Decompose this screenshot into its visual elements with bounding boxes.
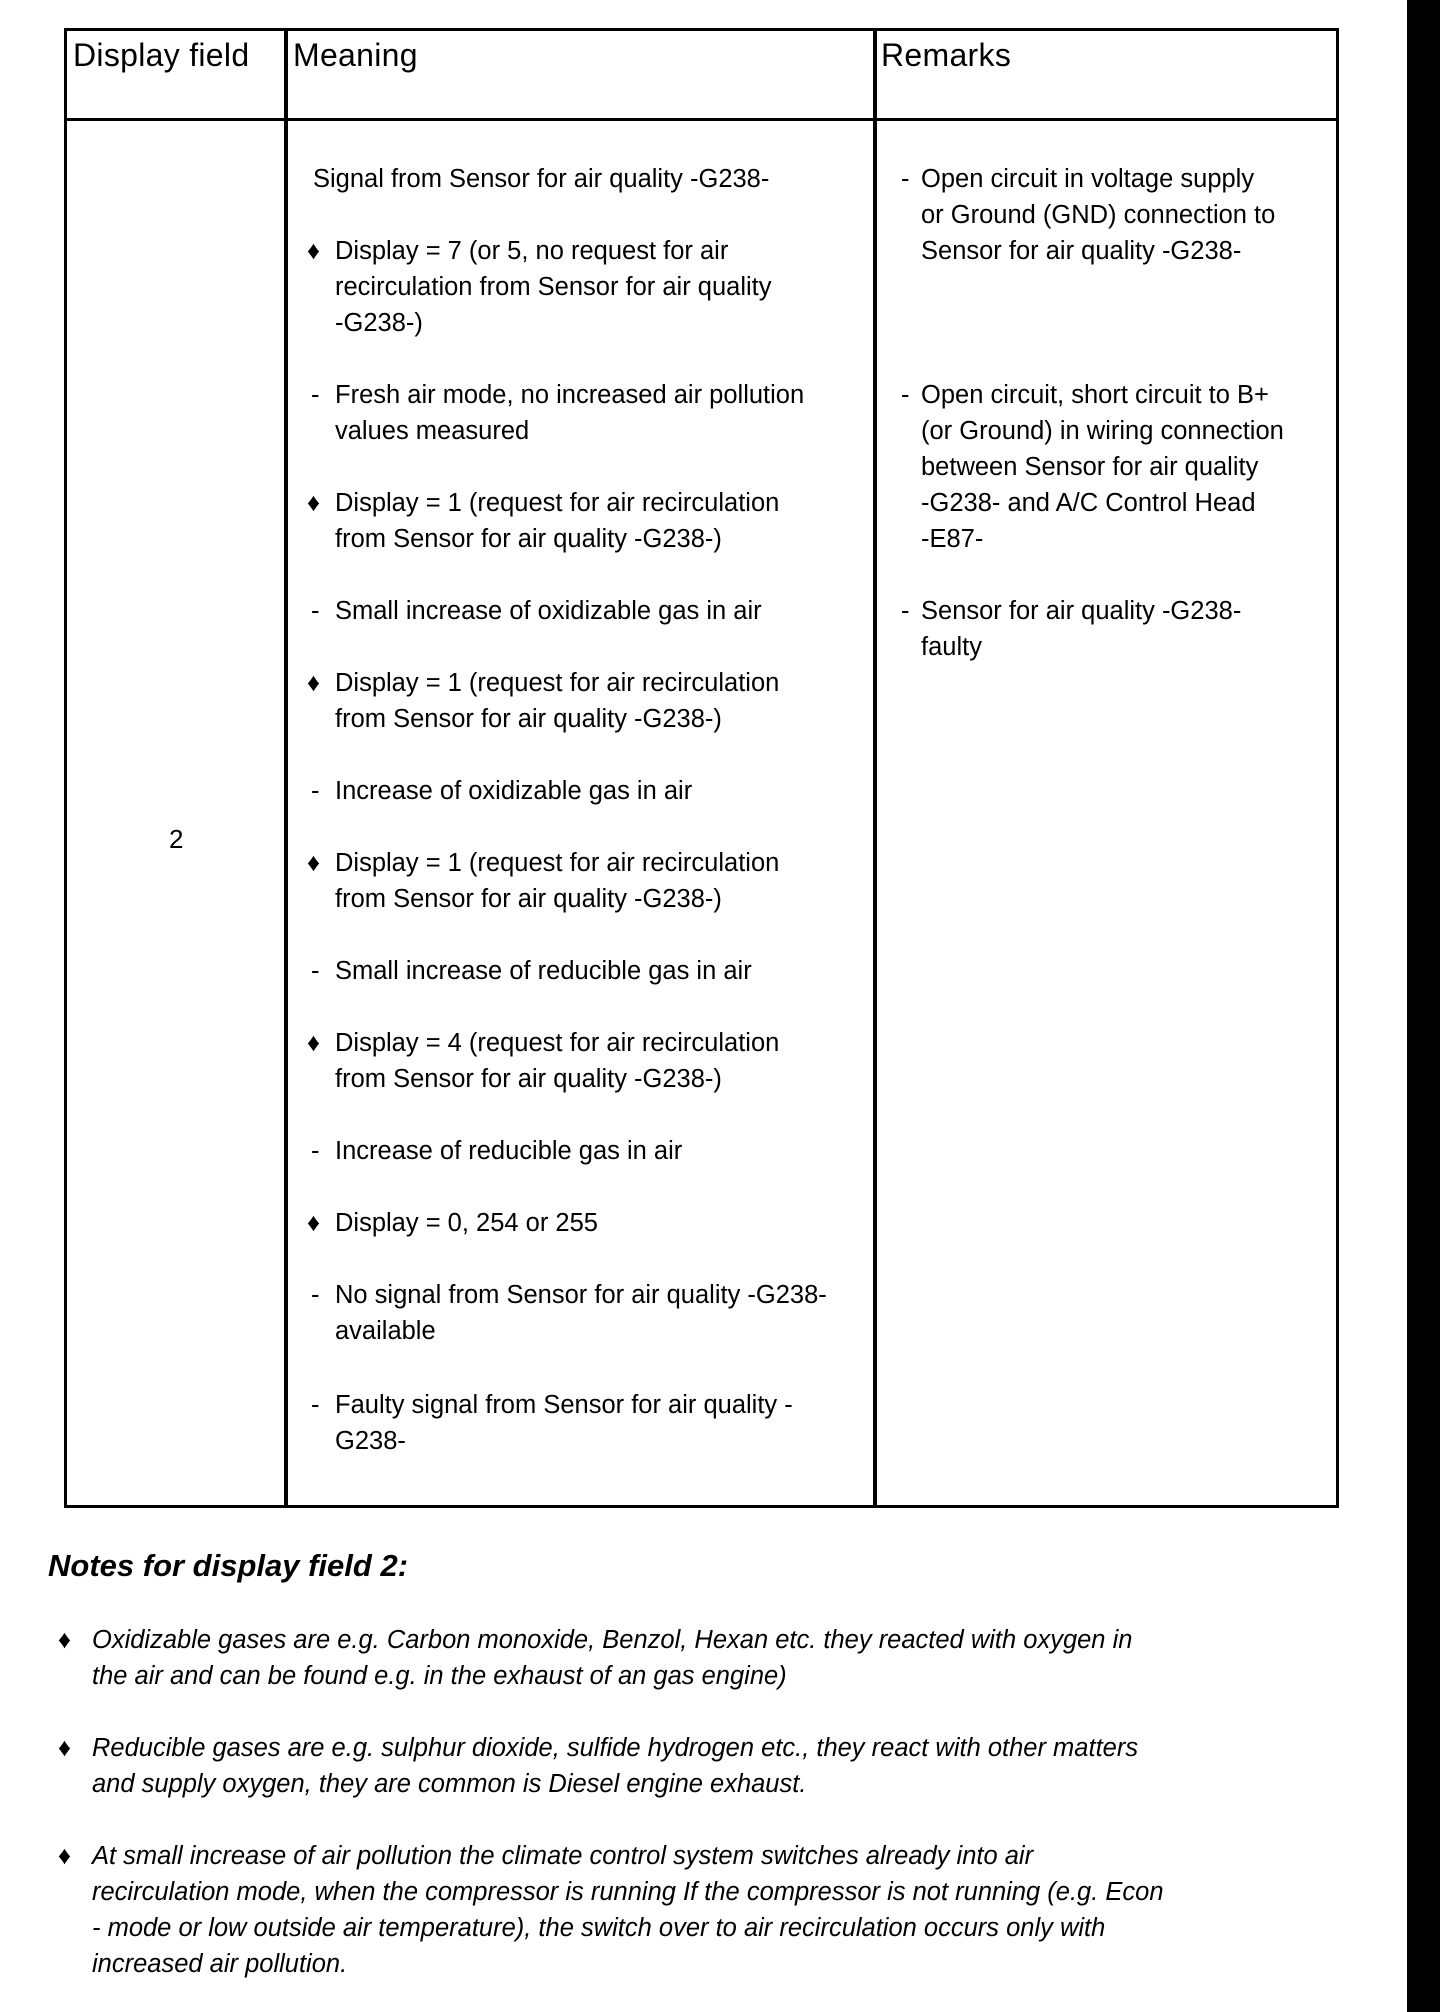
dash-marker: - [311,381,320,409]
column-divider-1 [284,31,288,1505]
diagnostic-table [64,28,1339,1508]
remarks-line: Open circuit, short circuit to B+ [921,381,1269,409]
meaning-line: Display = 1 (request for air recirculation [335,669,780,697]
note-line: Reducible gases are e.g. sulphur dioxide, sulfide hydrogen etc., they react with other matters [92,1734,1139,1762]
header-divider [67,118,1336,121]
meaning-line: Small increase of oxidizable gas in air [335,597,762,625]
meaning-line: Fresh air mode, no increased air pollution [335,381,805,409]
meaning-line: G238- [335,1427,406,1455]
diamond-bullet-icon: ♦ [307,489,321,517]
remarks-line: -G238- and A/C Control Head [921,489,1256,517]
note-line: - mode or low outside air temperature), the switch over to air recirculation occurs only with [92,1914,1106,1942]
header-meaning: Meaning [293,37,418,73]
remarks-line: Sensor for air quality -G238- [921,237,1242,265]
dash-marker: - [311,1137,320,1165]
header-remarks: Remarks [881,37,1012,73]
remarks-line: Sensor for air quality -G238- [921,597,1242,625]
remarks-line: or Ground (GND) connection to [921,201,1276,229]
meaning-line: Increase of reducible gas in air [335,1137,683,1165]
diamond-bullet-icon: ♦ [307,1209,321,1237]
dash-marker: - [311,1391,320,1419]
diamond-bullet-icon: ♦ [58,1626,72,1654]
meaning-line: from Sensor for air quality -G238-) [335,885,722,913]
diamond-bullet-icon: ♦ [58,1842,72,1870]
notes-title: Notes for display field 2: [48,1548,409,1583]
column-divider-2 [873,31,877,1505]
diamond-bullet-icon: ♦ [307,849,321,877]
dash-marker: - [901,381,910,409]
meaning-line: -G238-) [335,309,423,337]
dash-marker: - [311,597,320,625]
remarks-line: between Sensor for air quality [921,453,1259,481]
meaning-line: from Sensor for air quality -G238-) [335,1065,722,1093]
meaning-line: No signal from Sensor for air quality -G238- [335,1281,827,1309]
meaning-line: available [335,1317,436,1345]
note-line: and supply oxygen, they are common is Diesel engine exhaust. [92,1770,807,1798]
meaning-line: from Sensor for air quality -G238-) [335,525,722,553]
meaning-line: Small increase of reducible gas in air [335,957,752,985]
dash-marker: - [901,597,910,625]
dash-marker: - [311,777,320,805]
note-line: Oxidizable gases are e.g. Carbon monoxide, Benzol, Hexan etc. they reacted with oxygen in [92,1626,1133,1654]
diamond-bullet-icon: ♦ [307,1029,321,1057]
meaning-line: from Sensor for air quality -G238-) [335,705,722,733]
dash-marker: - [311,1281,320,1309]
meaning-line: Signal from Sensor for air quality -G238- [313,165,770,193]
header-display-field: Display field [73,37,250,73]
meaning-line: recirculation from Sensor for air quality [335,273,772,301]
note-line: recirculation mode, when the compressor is running If the compressor is not running (e.g. Econ [92,1878,1164,1906]
remarks-line: (or Ground) in wiring connection [921,417,1284,445]
dash-marker: - [311,957,320,985]
meaning-line: Display = 0, 254 or 255 [335,1209,598,1237]
remarks-line: Open circuit in voltage supply [921,165,1255,193]
meaning-line: Increase of oxidizable gas in air [335,777,693,805]
diamond-bullet-icon: ♦ [58,1734,72,1762]
meaning-line: Display = 4 (request for air recirculation [335,1029,780,1057]
diamond-bullet-icon: ♦ [307,237,321,265]
meaning-line: Faulty signal from Sensor for air quality - [335,1391,793,1419]
note-line: At small increase of air pollution the climate control system switches already into air [92,1842,1034,1870]
meaning-line: Display = 1 (request for air recirculation [335,849,780,877]
right-edge-bar [1407,0,1440,2012]
remarks-line: faulty [921,633,982,661]
note-line: the air and can be found e.g. in the exhaust of an gas engine) [92,1662,787,1690]
meaning-line: Display = 7 (or 5, no request for air [335,237,729,265]
diamond-bullet-icon: ♦ [307,669,321,697]
display-field-value: 2 [169,824,184,854]
remarks-line: -E87- [921,525,984,553]
meaning-line: Display = 1 (request for air recirculation [335,489,780,517]
note-line: increased air pollution. [92,1950,348,1978]
meaning-line: values measured [335,417,530,445]
dash-marker: - [901,165,910,193]
